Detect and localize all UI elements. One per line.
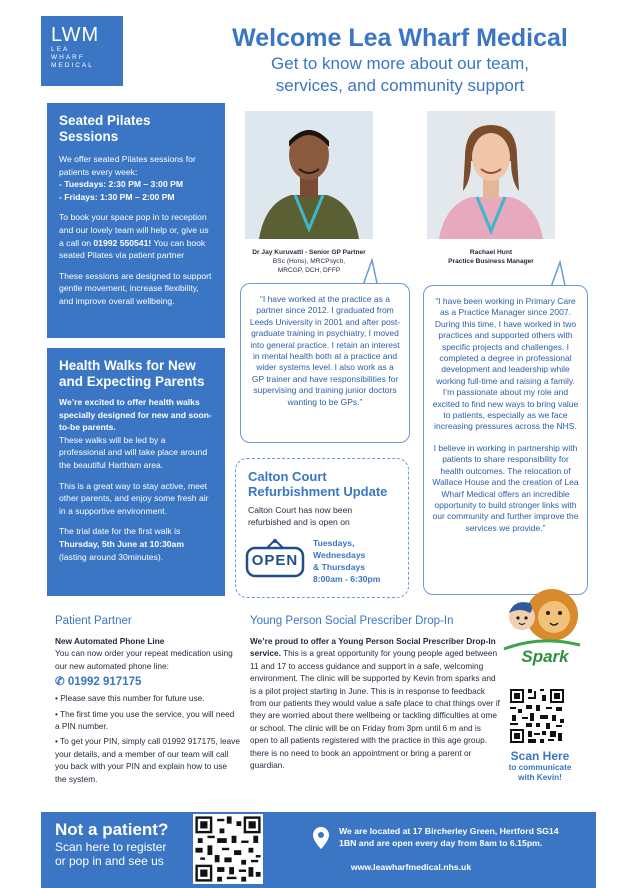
footer-title: Not a patient? bbox=[55, 820, 169, 839]
doctor-quote: “I have worked at the practice as a partner since 2012. I graduated from Leeds University in 2001 and after post-graduate training in psychiatry, I moved into general practice. I retain an interest in mental health both at a practice and wider systems level. I also work as a GP trainer and have responsibilities for supervising and training junior doctors wanting to be GPs.” bbox=[249, 294, 401, 407]
partner-phone[interactable]: 01992 917175 bbox=[67, 676, 142, 689]
spark-logo bbox=[500, 585, 585, 675]
calton-hours: Tuesdays, Wednesdays & Thursdays 8:00am - 6:30pm bbox=[313, 538, 381, 584]
partner-bullet-3: • To get your PIN, simply call 01992 917175, leave your details, and a member of our team will call you back with your PIN and explain how to use the system. bbox=[55, 736, 240, 784]
prescriber-lead: We’re proud to offer a Young Person Social Prescriber Drop-In service. bbox=[250, 636, 496, 659]
doctor-photo bbox=[245, 111, 373, 239]
pilates-booking: To book your space pop in to reception and our lovely team will help or, give us a call on 01992 550541! You can book seated Pilates via patient partner bbox=[59, 212, 209, 261]
manager-quote-bubble bbox=[423, 285, 588, 595]
open-sign-text: OPEN bbox=[251, 552, 299, 569]
pilates-aim: These sessions are designed to support gentle movement, increase flexibility, and improve overall wellbeing. bbox=[59, 270, 212, 306]
spark-logo-text: Spark bbox=[521, 647, 569, 666]
register-qr-code[interactable] bbox=[193, 814, 263, 884]
walks-trial-date: Thursday, 5th June at 10:30am bbox=[59, 538, 184, 549]
pilates-title: Seated Pilates Sessions bbox=[59, 113, 151, 144]
page-header bbox=[200, 24, 600, 96]
phone-icon: ✆ bbox=[55, 676, 65, 689]
walks-title: Health Walks for New and Expecting Parents bbox=[59, 358, 205, 389]
walks-lead-rest: These walks will be led by a professional and will take place around the beautiful Hartham area. bbox=[59, 434, 208, 470]
logo-word-2: WHARF bbox=[51, 54, 85, 61]
calton-title: Calton Court Refurbishment Update bbox=[248, 469, 388, 499]
partner-bullet-2: • The first time you use the service, you will need a PIN number. bbox=[55, 708, 235, 732]
manager-quote-1: “I have been working in Primary Care as a Practice Manager since 2007. During this time, I have worked in two practices and supported others with specific projects and challenges. I completed a degree in professional development and leadership while working full-time and raising a family. I’m passionate about my role and excited to find new ways to bring value to patients, especially as we face increasing pressures across the NHS. bbox=[432, 296, 579, 432]
footer-website[interactable]: www.leawharfmedical.nhs.uk bbox=[350, 862, 472, 872]
walks-benefit: This is a great way to stay active, meet other parents, and enjoy some fresh air in a supportive environment. bbox=[59, 480, 209, 516]
spark-scan: Scan Here to communicate with Kevin! bbox=[508, 749, 572, 782]
page-subtitle-1: Get to know more about our team, bbox=[271, 54, 529, 73]
logo-word-1: LEA bbox=[51, 46, 70, 53]
manager-caption: Rachael Hunt Practice Business Manager bbox=[448, 249, 534, 265]
walks-trial: The trial date for the first walk is Thursday, 5th June at 10:30am (lasting around 30minutes). bbox=[59, 526, 184, 562]
manager-photo bbox=[427, 111, 555, 239]
location-pin-icon bbox=[313, 827, 329, 849]
walks-lead: We’re excited to offer health walks specially designed for new and soon-to-be parents. bbox=[59, 397, 212, 433]
doctor-quote-bubble bbox=[240, 283, 410, 443]
patient-partner-section bbox=[55, 615, 240, 785]
page-subtitle-2: services, and community support bbox=[275, 76, 525, 95]
pilates-tuesday: - Tuesdays: 2:30 PM – 3:00 PM bbox=[59, 179, 184, 190]
manager-quote-2: I believe in working in partnership with patients to share responsibility for health outcomes. The relocation of Wallace House and the creation of Lea Wharf Medical offers an incredible opportunity to build stronger links with our community and further improve the services we provide.” bbox=[432, 442, 579, 533]
footer-address: We are located at 17 Bircherley Green, Hertford SG14 1BN and are open every day from 8am to 6.15pm. bbox=[339, 826, 559, 848]
doctor-caption: Dr Jay Kuruvatti - Senior GP Partner BSc (Hons), MRCPsych, MRCGP, DCH, DFFP bbox=[252, 249, 366, 274]
spark-qr-code[interactable] bbox=[508, 687, 566, 745]
page-title: Welcome Lea Wharf Medical bbox=[232, 24, 568, 52]
prescriber-title: Young Person Social Prescriber Drop-In bbox=[250, 615, 454, 627]
partner-bullet-1: • Please save this number for future use. bbox=[55, 693, 205, 704]
pilates-intro: We offer seated Pilates sessions for patients every week: bbox=[59, 154, 196, 177]
walks-panel bbox=[47, 348, 225, 596]
pilates-panel bbox=[47, 103, 225, 338]
logo-word-3: MEDICAL bbox=[51, 62, 94, 69]
pilates-friday: - Fridays: 1:30 PM – 2:00 PM bbox=[59, 191, 175, 202]
footer bbox=[41, 812, 596, 888]
logo-initials: LWM bbox=[51, 24, 100, 46]
partner-title: Patient Partner bbox=[55, 615, 132, 627]
partner-intro: You can now order your repeat medication using our new automated phone line: bbox=[55, 648, 233, 671]
footer-register: Not a patient? Scan here to register or pop in and see us bbox=[55, 820, 185, 868]
partner-subtitle: New Automated Phone Line bbox=[55, 636, 165, 646]
open-sign bbox=[245, 538, 305, 578]
pilates-phone[interactable]: 01992 550541! bbox=[93, 237, 152, 248]
prescriber-section bbox=[250, 615, 500, 771]
partner-phone-line[interactable] bbox=[55, 674, 240, 688]
prescriber-body: We’re proud to offer a Young Person Social Prescriber Drop-In service. This is a great opportunity for young people aged between 11 and 17 to access guidance and support in a safe, welcoming environment. The clinic will be supported by Kevin from sparks and is a pilot project starting in June. This is in response to feedback from our patients they would value a safe place to chat things over if they are worried about there wellbeing or tackling difficulties at ome or school. The clinic will be on Friday from 3pm until 6 m and is open to all patients registered with the practice in this age group. there is no need to book an appointment or bring a parent or guardian. bbox=[250, 636, 500, 771]
practice-logo bbox=[41, 16, 123, 86]
calton-text: Calton Court has now been refurbished and is open on bbox=[248, 505, 353, 527]
